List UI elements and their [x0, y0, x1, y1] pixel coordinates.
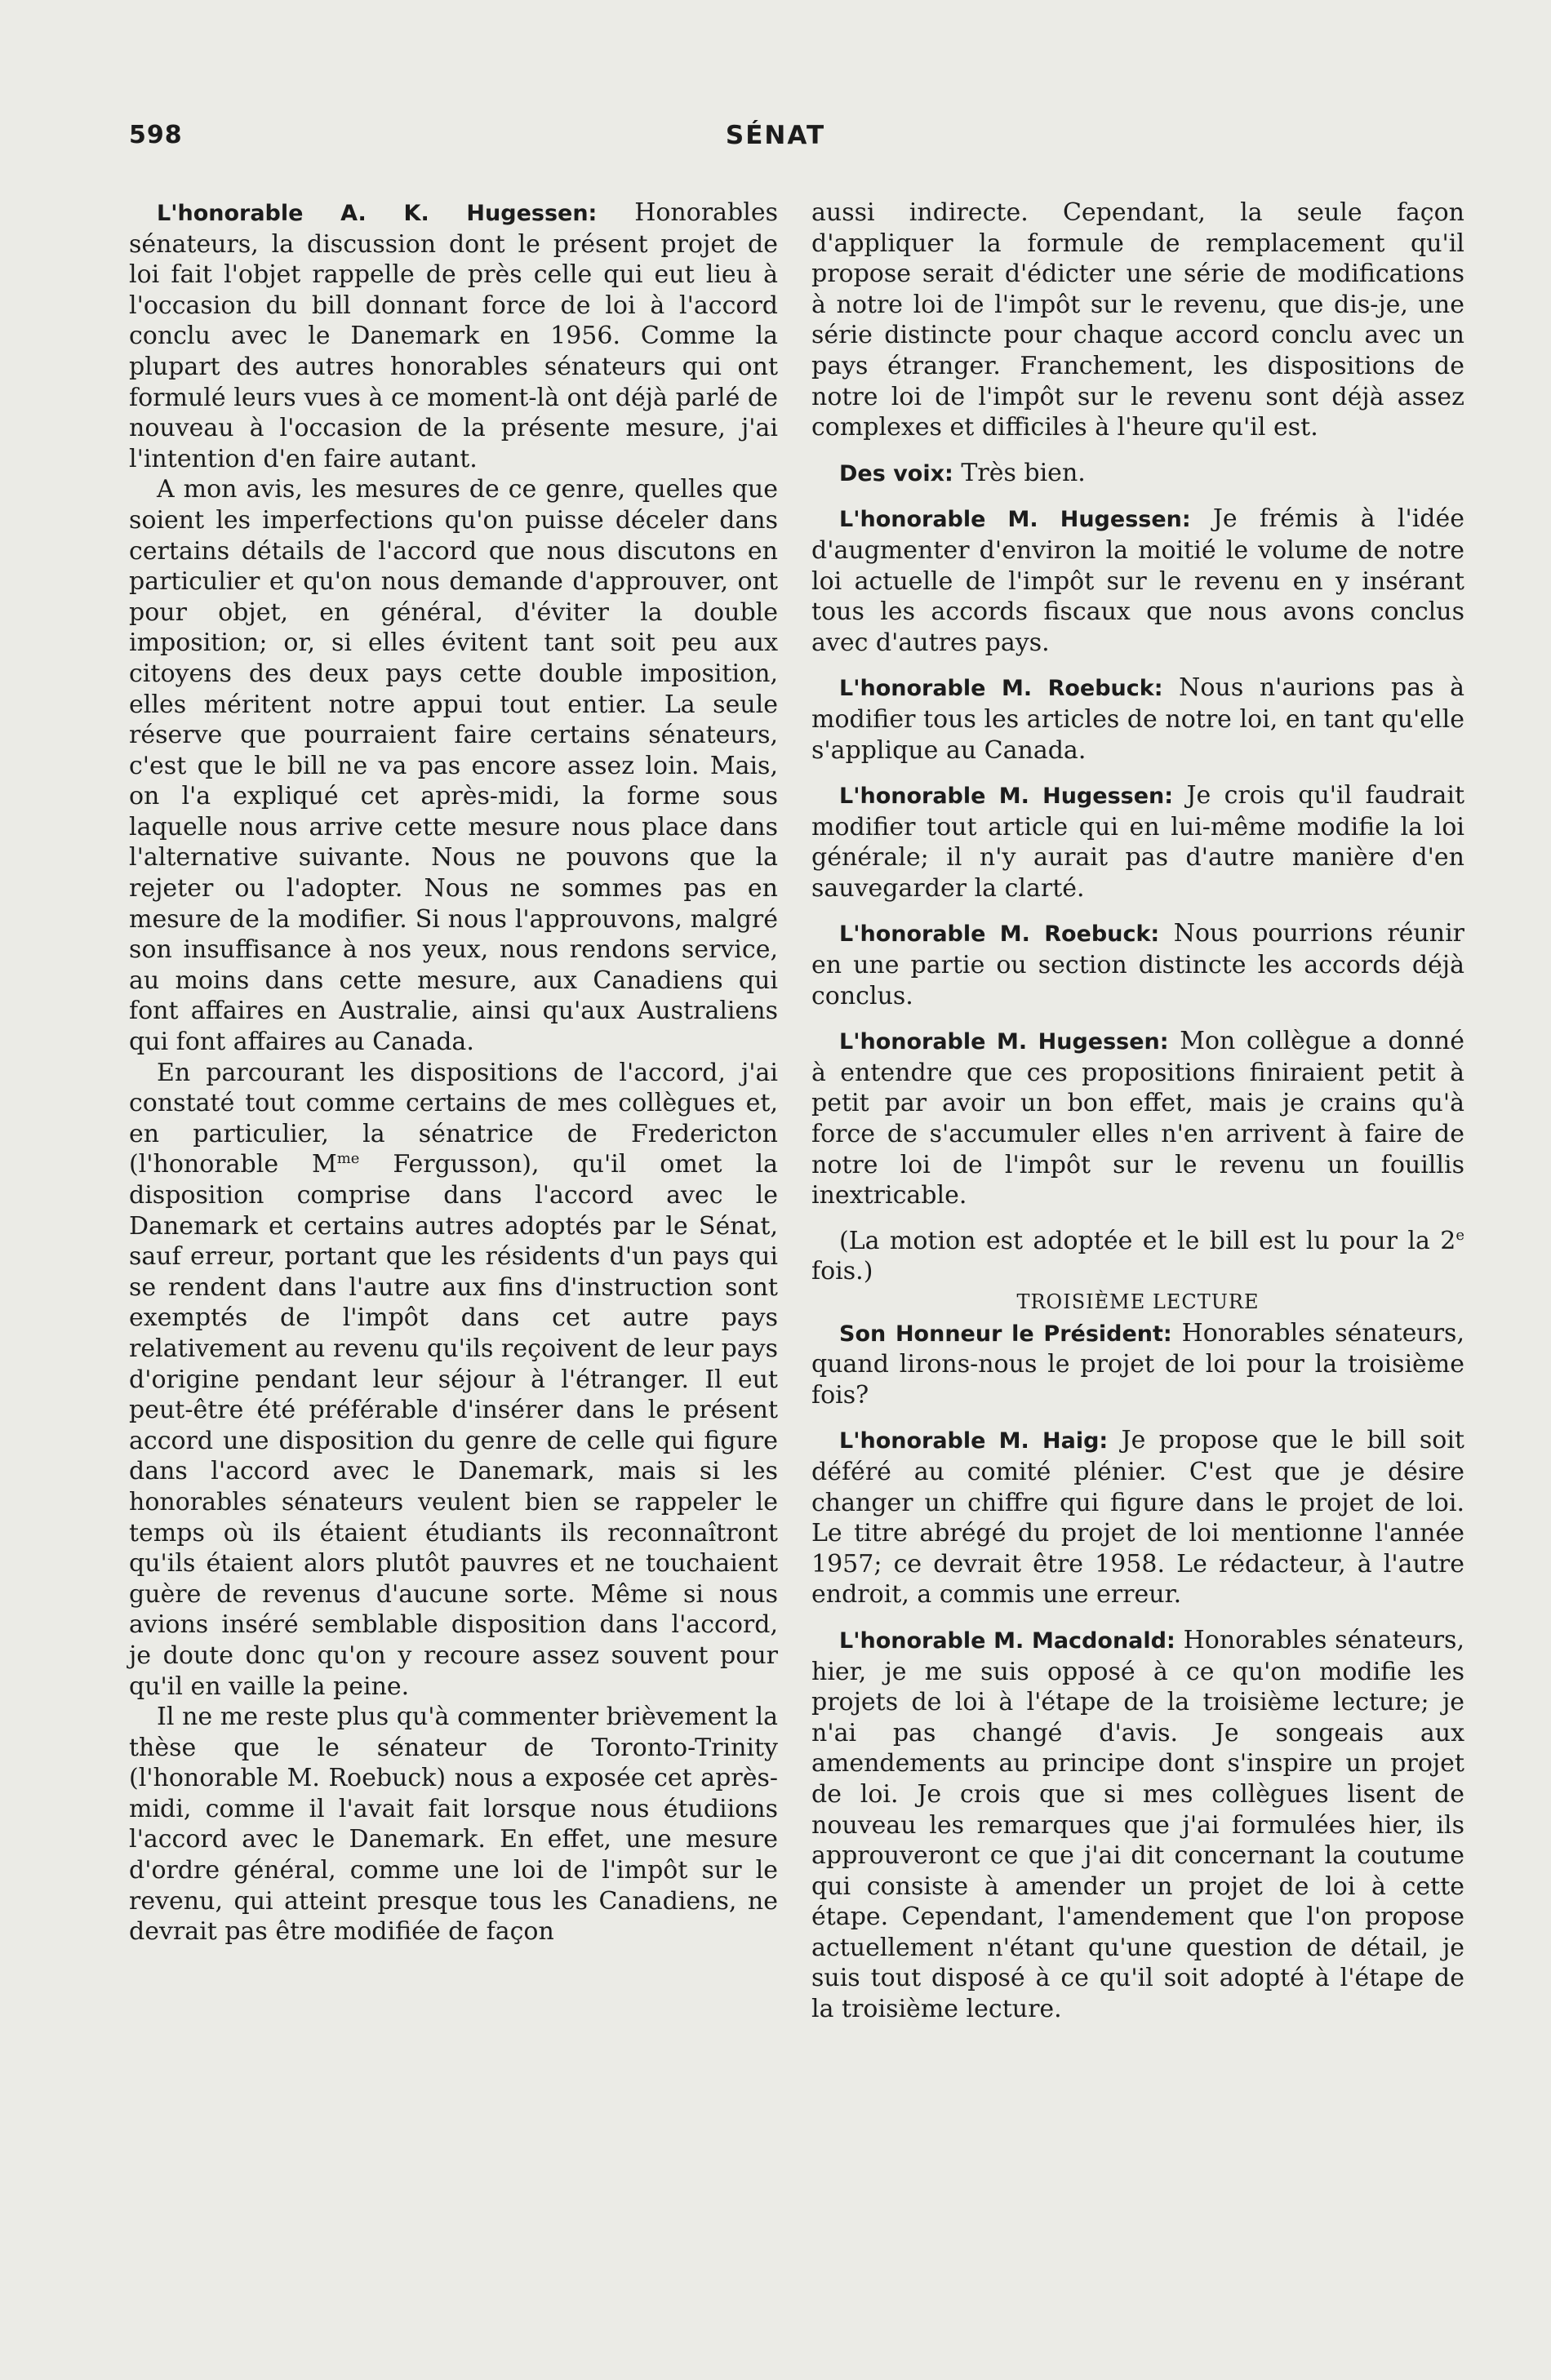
speaker-name: L'honorable M. Hugessen: [839, 1029, 1169, 1055]
paragraph [811, 673, 1464, 766]
speech-text: fois.) [811, 1257, 873, 1286]
speech-text: Je propose que le bill soit déféré au comité plénier. C'est que je désire changer un chiffre qui figure dans le projet de loi. Le titre abrégé du projet de loi mentionne l'année 1957; ce devrait être 1958. Le rédacteur, à l'autre endroit, a commis une erreur. [811, 1426, 1464, 1610]
paragraph [129, 1058, 778, 1702]
speech-text: Nous pourrions réunir en une partie ou section distincte les accords déjà conclus. [811, 919, 1465, 1010]
paragraph: Il ne me reste plus qu'à commenter brièvement la thèse que le sénateur de Toronto-Trinity (l'honorable M. Roebuck) nous a exposée cet après-midi, comme il l'avait fait lorsque nous étudiions l'accord avec le Danemark. En effet, une mesure d'ordre général, comme une loi de l'impôt sur le revenu, qui atteint presque tous les Canadiens, ne devrait pas être modifiée de façon [129, 1703, 778, 1947]
speech-text: Très bien. [953, 458, 1086, 487]
speaker-name: L'honorable M. Macdonald: [839, 1627, 1175, 1654]
paragraph [129, 198, 778, 474]
speech-text: Honorables sénateurs, hier, je me suis opposé à ce qu'on modifie les projets de loi à l'étape de la troisième lecture; je n'ai pas changé d'avis. Je songeais aux amendements au principe dont s'inspire un projet de loi. Je crois que si mes collègues lisent de nouveau les remarques que j'ai formulées hier, ils approuveront ce que j'ai dit concernant la coutume qui consiste à amender un projet de loi à cette étape. Cependant, l'amendement que l'on propose actuellement n'étant qu'une question de détail, je suis tout disposé à ce qu'il soit adopté à l'étape de la troisième lecture. [811, 1625, 1464, 2024]
paragraph [811, 458, 1464, 490]
speech-text: (La motion est adoptée et le bill est lu pour la 2 [839, 1226, 1456, 1255]
superscript: e [1455, 1226, 1464, 1244]
paragraph: aussi indirecte. Cependant, la seule façon d'appliquer la formule de remplacement qu'il propose serait d'édicter une série de modifications à notre loi de l'impôt sur le revenu, que dis-je, une série distincte pour chaque accord conclu avec un pays étranger. Franchement, les dispositions de notre loi de l'impôt sur le revenu sont déjà assez complexes et difficiles à l'heure qu'il est. [811, 198, 1464, 442]
page-number: 598 [129, 121, 183, 149]
speaker-name: Des voix: [839, 460, 953, 486]
paragraph [811, 1625, 1464, 2025]
left-column [129, 198, 778, 1947]
paragraph [811, 504, 1464, 658]
speech-text: Mon collègue a donné à entendre que ces propositions finiraient petit à petit par avoir un bon effet, mais je crains qu'à force de s'accumuler elles n'en arrivent à faire de notre loi de l'impôt sur le revenu un fouillis inextricable. [811, 1027, 1464, 1210]
paragraph [811, 1425, 1464, 1610]
section-heading: TROISIÈME LECTURE [1016, 1290, 1260, 1313]
speech-text: Je crois qu'il faudrait modifier tout article qui en lui-même modifie la loi générale; il n'y aurait pas d'autre manière d'en sauvegarder la clarté. [811, 781, 1464, 903]
speaker-name: L'honorable M. Roebuck: [839, 921, 1160, 948]
paragraph: A mon avis, les mesures de ce genre, quelles que soient les imperfections qu'on puisse déceler dans certains détails de l'accord que nous discutons en particulier et qu'on nous demande d'approuver, ont pour objet, en général, d'éviter la double imposition; or, si elles évitent tant soit peu aux citoyens des deux pays cette double imposition, elles méritent notre appui tout entier. La seule réserve que pourraient faire certains sénateurs, c'est que le bill ne va pas encore assez loin. Mais, on l'a expliqué cet après-midi, la forme sous laquelle nous arrive cette mesure nous place dans l'alternative suivante. Nous ne pouvons que la rejeter ou l'adopter. Nous ne sommes pas en mesure de la modifier. Si nous l'approuvons, malgré son insuffisance à nos yeux, nous rendons service, au moins dans cette mesure, aux Canadiens qui font affaires en Australie, ainsi qu'aux Australiens qui font affaires au Canada. [129, 475, 778, 1057]
running-head: SÉNAT [725, 121, 826, 150]
speaker-name: L'honorable M. Hugessen: [839, 507, 1191, 533]
paragraph [811, 918, 1464, 1011]
right-column [811, 198, 1464, 2025]
speech-text: En parcourant les dispositions de l'accord, j'ai constaté tout comme certains de mes collègues et, en particulier, la sénatrice de Fredericton (l'honorable M [129, 1058, 778, 1179]
speaker-name: L'honorable M. Haig: [839, 1428, 1109, 1454]
paragraph [811, 1026, 1464, 1211]
speaker-name: L'honorable A. K. Hugessen: [157, 201, 598, 226]
speech-text: Nous n'aurions pas à modifier tous les articles de notre loi, en tant qu'elle s'applique au Canada. [811, 673, 1464, 765]
paragraph [811, 1318, 1464, 1411]
speaker-name: Son Honneur le Président: [839, 1321, 1172, 1347]
speaker-name: L'honorable M. Hugessen: [839, 784, 1174, 810]
speech-text: Honorables sénateurs, quand lirons-nous le projet de loi pour la troisième fois? [811, 1318, 1464, 1410]
speech-text: Honorables sénateurs, la discussion dont le présent projet de loi fait l'objet rappelle de près celle qui eut lieu à l'occasion du bill donnant force de loi à l'accord conclu avec le Danemark en 1956. Comme la plupart des autres honorables sénateurs qui ont formulé leurs vues à ce moment-là ont déjà parlé de nouveau à l'occasion de la présente mesure, j'ai l'intention d'en faire autant. [129, 198, 778, 473]
speech-text: Fergusson), qu'il omet la disposition comprise dans l'accord avec le Danemark et certains autres adoptés par le Sénat, sauf erreur, portant que les résidents d'un pays qui se rendent dans l'autre aux fins d'instruction sont exemptés de l'impôt dans cet autre pays relativement au revenu qu'ils reçoivent de leur pays d'origine pendant leur séjour à l'étranger. Il eut peut-être été préférable d'insérer dans le présent accord une disposition du genre de celle qui figure dans l'accord avec le Danemark, mais si les honorables sénateurs veulent bien se rappeler le temps où ils étaient étudiants ils reconnaîtront qu'ils étaient alors plutôt pauvres et ne touchaient guère de revenus d'aucune sorte. Même si nous avions inséré semblable disposition dans l'accord, je doute donc qu'on y recoure assez souvent pour qu'il en vaille la peine. [129, 1150, 778, 1701]
speech-text: Je frémis à l'idée d'augmenter d'environ la moitié le volume de notre loi actuelle de l'impôt sur le revenu en y insérant tous les accords fiscaux que nous avons conclus avec d'autres pays. [811, 504, 1464, 657]
paragraph [811, 780, 1464, 904]
paragraph [811, 1226, 1464, 1287]
superscript: me [336, 1150, 360, 1168]
speaker-name: L'honorable M. Roebuck: [839, 676, 1163, 702]
